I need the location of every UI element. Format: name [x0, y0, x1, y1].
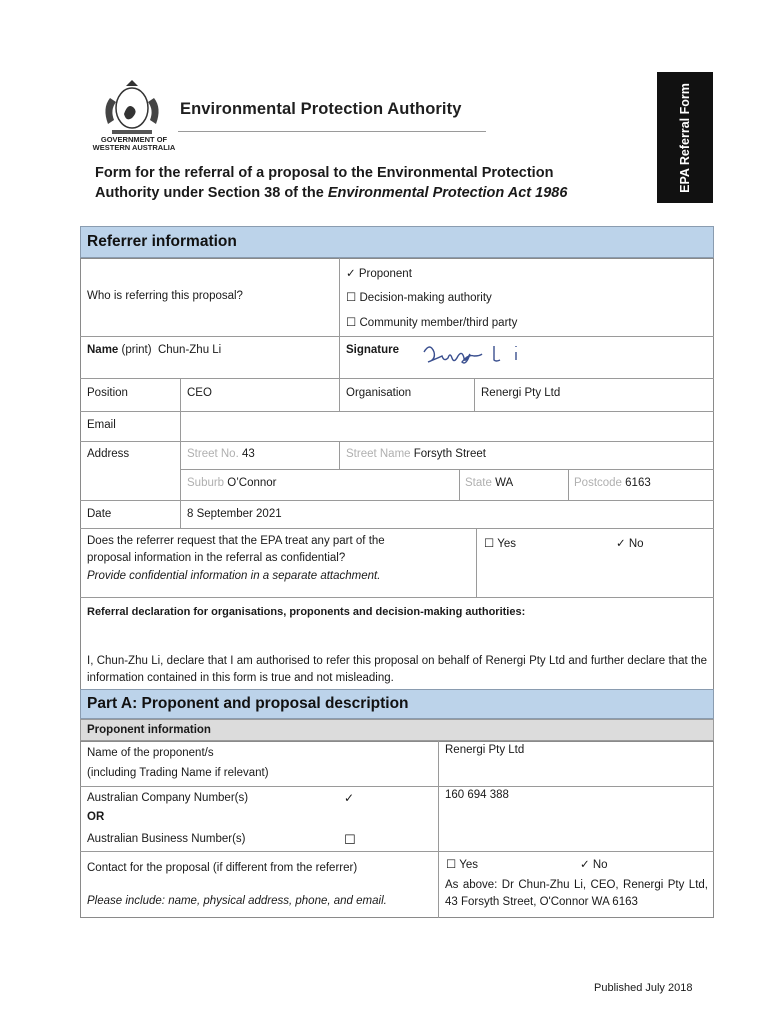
proponent-name-label-1: Name of the proponent/s: [87, 747, 214, 759]
confidential-note: Provide confidential information in a separate attachment.: [87, 570, 381, 582]
proponent-info-subheading: Proponent information: [80, 719, 714, 741]
signature-image: [420, 340, 532, 370]
contact-label: Contact for the proposal (if different from the referrer): [87, 862, 358, 874]
street-name-field[interactable]: [346, 448, 486, 460]
or-label: OR: [87, 811, 105, 823]
decision-authority-option[interactable]: ☐ Decision-making authority: [346, 292, 492, 304]
form-title-prefix: Authority under Section 38 of the: [95, 185, 328, 201]
date-value[interactable]: 8 September 2021: [187, 508, 282, 520]
abn-label: Australian Business Number(s): [87, 833, 246, 845]
form-title: [95, 163, 655, 203]
confidential-yes-option[interactable]: ☐ Yes: [484, 538, 517, 550]
position-label: Position: [87, 387, 128, 399]
name-field[interactable]: [87, 344, 221, 356]
side-tab: [657, 72, 713, 203]
form-title-act: Environmental Protection Act 1986: [327, 185, 568, 201]
part-a-heading: Part A: Proponent and proposal description: [80, 689, 714, 719]
acn-value[interactable]: 160 694 388: [445, 789, 509, 801]
contact-yes-option[interactable]: ☐ Yes: [446, 859, 479, 871]
state-field[interactable]: [465, 477, 513, 489]
acn-checkbox[interactable]: ✓: [344, 791, 355, 805]
signature-label: Signature: [346, 344, 400, 356]
organisation-value[interactable]: Renergi Pty Ltd: [481, 387, 561, 399]
confidential-question-line-2: proposal information in the referral as confidential?: [87, 552, 346, 564]
suburb-field[interactable]: [187, 477, 277, 489]
state-value: WA: [495, 477, 514, 489]
email-field[interactable]: [187, 419, 707, 435]
state-hint: State: [465, 477, 492, 489]
street-name-hint: Street Name: [346, 448, 411, 460]
postcode-hint: Postcode: [574, 477, 622, 489]
contact-value[interactable]: As above: Dr Chun-Zhu Li, CEO, Renergi Pty Ltd, 43 Forsyth Street, O'Connor WA 6163: [445, 879, 708, 908]
date-label: Date: [87, 508, 112, 520]
contact-hint: Please include: name, physical address, phone, and email.: [87, 895, 387, 907]
address-label: Address: [87, 448, 130, 460]
who-question: Who is referring this proposal?: [87, 290, 243, 302]
suburb-value: O’Connor: [227, 477, 277, 489]
email-label: Email: [87, 419, 116, 431]
street-no-value: 43: [241, 448, 255, 460]
declaration-heading: Referral declaration for organisations, proponents and decision-making authorities:: [87, 606, 526, 618]
published-date: Published July 2018: [594, 982, 693, 994]
name-label: Name: [87, 344, 119, 356]
gov-line-2: WESTERN AUSTRALIA: [92, 143, 176, 152]
proponent-name-value[interactable]: Renergi Pty Ltd: [445, 744, 525, 756]
referrer-section-heading: Referrer information: [80, 226, 714, 258]
confidential-no-option[interactable]: ✓ No: [616, 538, 644, 550]
postcode-field[interactable]: [574, 477, 651, 489]
position-value[interactable]: CEO: [187, 387, 212, 399]
declaration-text: I, Chun-Zhu Li, declare that I am authorised to refer this proposal on behalf of Renergi Pty Ltd and further declare that the information contained in this form is true and not misleading.: [87, 655, 707, 684]
side-tab-label: EPA Referral Form: [678, 82, 692, 193]
street-name-value: Forsyth Street: [413, 448, 486, 460]
confidential-question-line-1: Does the referrer request that the EPA treat any part of the: [87, 535, 385, 547]
agency-name: Environmental Protection Authority: [180, 100, 462, 118]
name-print-label: (print): [121, 344, 152, 356]
postcode-value: 6163: [625, 477, 651, 489]
abn-checkbox[interactable]: ☐: [344, 832, 356, 847]
street-no-hint: Street No.: [187, 448, 239, 460]
proponent-name-label-2: (including Trading Name if relevant): [87, 767, 269, 779]
form-title-line-1: Form for the referral of a proposal to the Environmental Protection: [95, 165, 554, 181]
government-label: [92, 136, 176, 152]
street-no-field[interactable]: [187, 448, 255, 460]
suburb-hint: Suburb: [187, 477, 225, 489]
contact-no-option[interactable]: ✓ No: [580, 859, 608, 871]
agency-divider: [178, 131, 486, 132]
form-title-line-2: [95, 183, 655, 203]
proponent-option[interactable]: ✓ Proponent: [346, 268, 412, 280]
wa-government-crest-icon: [92, 78, 172, 142]
community-member-option[interactable]: ☐ Community member/third party: [346, 317, 518, 329]
organisation-label: Organisation: [346, 387, 412, 399]
acn-label: Australian Company Number(s): [87, 792, 249, 804]
name-value: Chun-Zhu Li: [157, 344, 222, 356]
gov-line-1: GOVERNMENT OF: [100, 135, 168, 144]
